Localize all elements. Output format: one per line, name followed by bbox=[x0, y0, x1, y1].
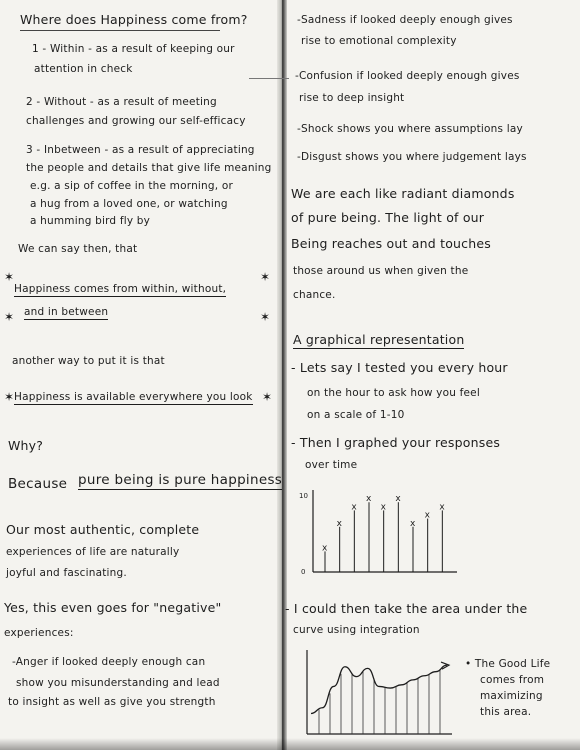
item-inbetween-line3: e.g. a sip of coffee in the morning, or bbox=[30, 180, 233, 192]
rating-point: x bbox=[380, 502, 386, 513]
y-tick-min: 0 bbox=[301, 568, 306, 576]
star-icon: ✶ bbox=[4, 270, 15, 284]
good-life-line4: this area. bbox=[480, 706, 532, 718]
star-icon: ✶ bbox=[260, 270, 271, 284]
we-can-say: We can say then, that bbox=[18, 243, 138, 255]
notebook-spine bbox=[277, 0, 287, 750]
scatter-marks bbox=[322, 494, 445, 572]
shock-line: -Shock shows you where assumptions lay bbox=[297, 123, 523, 135]
happiness-statement-line2: and in between bbox=[24, 306, 109, 318]
hourly-ratings-chart bbox=[287, 480, 467, 580]
happiness-available: Happiness is available everywhere you look bbox=[14, 391, 253, 403]
authentic-line3: joyful and fascinating. bbox=[6, 567, 127, 579]
confusion-line2: rise to deep insight bbox=[299, 92, 405, 104]
rating-point: x bbox=[424, 510, 430, 521]
graphed-line2: over time bbox=[305, 459, 358, 471]
because-emphasis: pure being is pure happiness bbox=[78, 472, 283, 488]
item-within-line2: attention in check bbox=[34, 63, 133, 75]
why-question: Why? bbox=[8, 438, 44, 453]
test-line2: on the hour to ask how you feel bbox=[307, 387, 480, 399]
because-prefix: Because bbox=[8, 476, 68, 492]
graph-heading: A graphical representation bbox=[293, 332, 465, 347]
area-line1: - I could then take the area under the bbox=[285, 601, 528, 616]
good-life-line3: maximizing bbox=[480, 690, 543, 702]
item-inbetween-line4: a hug from a loved one, or watching bbox=[30, 198, 228, 210]
diamond-line3: Being reaches out and touches bbox=[291, 236, 491, 251]
area-line2: curve using integration bbox=[293, 624, 420, 636]
another-way: another way to put it is that bbox=[12, 355, 165, 367]
item-inbetween-line1: 3 - Inbetween - as a result of appreciating bbox=[26, 144, 255, 156]
star-icon: ✶ bbox=[262, 390, 273, 404]
authentic-line2: experiences of life are naturally bbox=[6, 546, 180, 558]
area-under-curve-chart bbox=[287, 640, 462, 740]
disgust-line: -Disgust shows you where judgement lays bbox=[297, 151, 527, 163]
rating-point: x bbox=[395, 494, 401, 505]
star-icon: ✶ bbox=[4, 310, 15, 324]
rating-point: x bbox=[410, 518, 416, 529]
good-life-line2: comes from bbox=[480, 674, 545, 686]
page-title: Where does Happiness come from? bbox=[20, 12, 248, 27]
rating-point: x bbox=[322, 543, 328, 554]
rating-point: x bbox=[439, 502, 445, 513]
anger-line2: show you misunderstanding and lead bbox=[16, 677, 220, 689]
sadness-line1: -Sadness if looked deeply enough gives bbox=[297, 14, 513, 26]
test-line1: - Lets say I tested you every hour bbox=[291, 360, 508, 375]
rating-point: x bbox=[351, 502, 357, 513]
diamond-line1: We are each like radiant diamonds bbox=[291, 186, 515, 201]
anger-line1: -Anger if looked deeply enough can bbox=[12, 656, 206, 668]
rating-point: x bbox=[336, 518, 342, 529]
confusion-line1: -Confusion if looked deeply enough gives bbox=[295, 70, 520, 82]
item-without-line1: 2 - Without - as a result of meeting bbox=[26, 96, 217, 108]
title-underline bbox=[20, 30, 220, 31]
authentic-line1: Our most authentic, complete bbox=[6, 522, 200, 537]
item-inbetween-line5: a humming bird fly by bbox=[30, 215, 151, 227]
test-line3: on a scale of 1-10 bbox=[307, 409, 405, 421]
star-icon: ✶ bbox=[4, 390, 15, 404]
sadness-line2: rise to emotional complexity bbox=[301, 35, 457, 47]
curve-line bbox=[311, 665, 447, 713]
y-tick-max: 10 bbox=[299, 492, 308, 500]
item-within-line1: 1 - Within - as a result of keeping our bbox=[32, 43, 235, 55]
item-inbetween-line2: the people and details that give life meaning bbox=[26, 162, 272, 174]
happiness-statement-line1: Happiness comes from within, without, bbox=[14, 283, 227, 295]
graphed-line1: - Then I graphed your responses bbox=[291, 435, 501, 450]
diamond-line4: those around us when given the bbox=[293, 265, 469, 277]
page-bottom-shadow bbox=[0, 738, 580, 750]
rating-point: x bbox=[366, 494, 372, 505]
diamond-line2: of pure being. The light of our bbox=[291, 210, 485, 225]
area-hatching bbox=[319, 669, 440, 734]
anger-line3: to insight as well as give you strength bbox=[8, 696, 216, 708]
diamond-line5: chance. bbox=[293, 289, 336, 301]
negative-experiences-line2: experiences: bbox=[4, 627, 74, 639]
good-life-line1: • The Good Life bbox=[465, 658, 551, 670]
negative-experiences-line1: Yes, this even goes for "negative" bbox=[4, 600, 222, 615]
connector-line bbox=[249, 78, 289, 79]
item-without-line2: challenges and growing our self-efficacy bbox=[26, 115, 246, 127]
star-icon: ✶ bbox=[260, 310, 271, 324]
